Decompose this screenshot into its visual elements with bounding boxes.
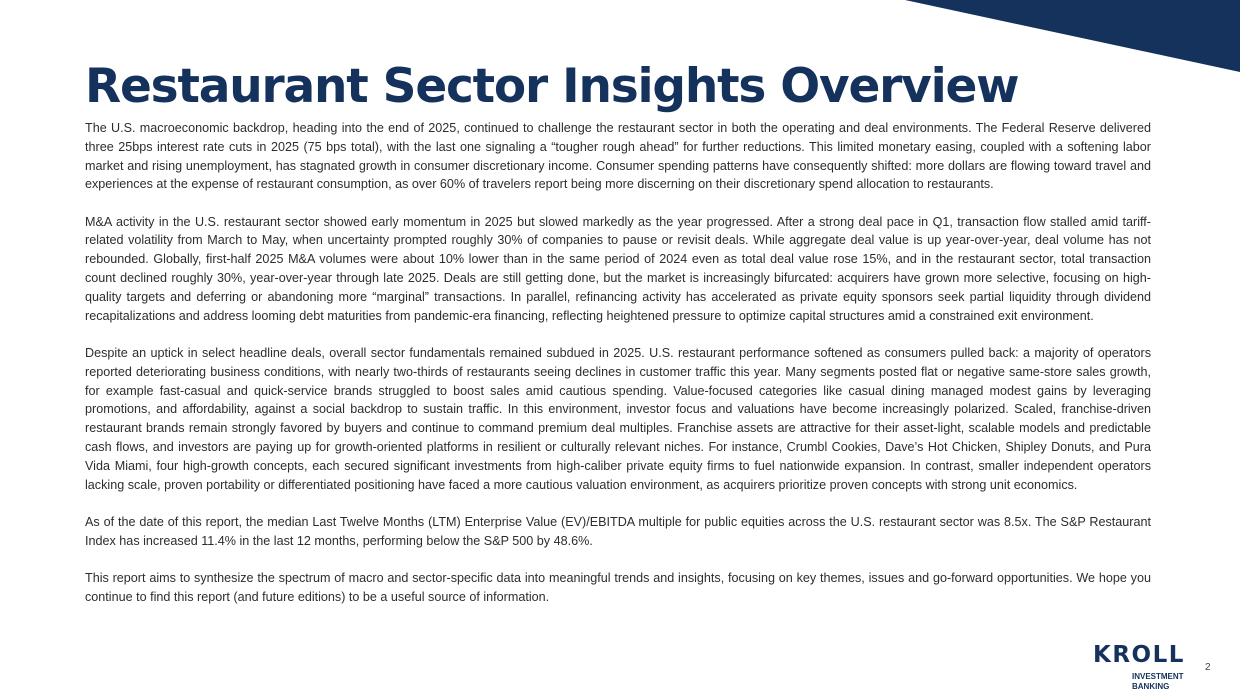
logo-subtitle: [1132, 672, 1184, 692]
paragraph-ma-activity: M&A activity in the U.S. restaurant sector showed early momentum in 2025 but slowed markedly as the year progressed. After a strong deal pace in Q1, transaction flow stalled amid tariff-related volatility from March to May, when uncertainty prompted roughly 30% of companies to pause or revisit deals. While aggregate deal value is up year-over-year, deal volume has not rebounded. Globally, first-half 2025 M&A volumes were about 10% lower than in the same period of 2024 even as total deal value rose 15%, and in the restaurant sector, total transaction count declined roughly 30%, year-over-year through late 2025. Deals are still getting done, but the market is increasingly bifurcated: acquirers have grown more selective, focusing on high-quality targets and deferring or abandoning more “marginal” transactions. In parallel, refinancing activity has accelerated as private equity sponsors seek partial liquidity through dividend recapitalizations and address looming debt maturities from pandemic-era financing, reflecting heightened pressure to optimize capital structures amid a constrained exit environment.: [85, 214, 1151, 323]
kroll-logo: [1093, 642, 1198, 697]
paragraph-macro-backdrop: The U.S. macroeconomic backdrop, heading into the end of 2025, continued to challenge the restaurant sector in both the operating and deal environments. The Federal Reserve delivered three 25bps interest rate cuts in 2025 (75 bps total), with the last one signaling a “tougher rough ahead” for further reductions. This limited monetary easing, coupled with a softening labor market and rising unemployment, has stagnated growth in consumer discretionary income. Consumer spending patterns have consequently shifted: more dollars are flowing toward travel and experiences at the expense of restaurant consumption, as over 60% of travelers report being more discerning on their discretionary spend allocation to restaurants.: [85, 121, 1151, 192]
logo-wordmark: KROLL: [1093, 642, 1185, 668]
paragraph-sector-fundamentals: Despite an uptick in select headline deals, overall sector fundamentals remained subdued in 2025. U.S. restaurant performance softened as consumers pulled back: a majority of operators reported deteriorating business conditions, with nearly two-thirds of restaurants seeing declines in customer traffic this year. Many segments posted flat or negative same-store sales growth, for example fast-casual and quick-service brands struggled to boost sales amid cautious spending. Value-focused categories like casual dining managed modest gains by leveraging promotions, and affordability, against a social backdrop to sustain traffic. In this environment, investor focus and valuations have become increasingly polarized. Scaled, franchise-driven restaurant brands remain strongly favored by buyers and continue to command premium deal multiples. Franchise assets are attractive for their asset-light, scalable models and predictable cash flows, and investors are paying up for growth-oriented platforms in resilient or culturally relevant niches. For instance, Crumbl Cookies, Dave’s Hot Chicken, Shipley Donuts, and Pura Vida Miami, four high-growth concepts, each secured significant investments from high-caliber private equity firms to fuel nationwide expansion. In contrast, smaller independent operators lacking scale, proven portability or differentiated positioning have faced a more cautious valuation environment, as acquirers prioritize proven concepts with strong unit economics.: [85, 345, 1151, 492]
paragraph-report-purpose: This report aims to synthesize the spectrum of macro and sector-specific data into meaningful trends and insights, focusing on key themes, issues and go-forward opportunities. We hope you continue to find this report (and future editions) to be a useful source of information.: [85, 570, 1151, 604]
logo-subtitle-line1: INVESTMENT: [1132, 672, 1184, 681]
page-number: 2: [1205, 662, 1211, 673]
logo-subtitle-line2: BANKING: [1132, 682, 1170, 691]
page-title: Restaurant Sector Insights Overview: [85, 59, 1019, 114]
body-text: [85, 119, 1151, 625]
paragraph-valuation-multiples: As of the date of this report, the median Last Twelve Months (LTM) Enterprise Value (EV)/EBITDA multiple for public equities across the U.S. restaurant sector was 8.5x. The S&P Restaurant Index has increased 11.4% in the last 12 months, performing below the S&P 500 by 48.6%.: [85, 514, 1151, 548]
